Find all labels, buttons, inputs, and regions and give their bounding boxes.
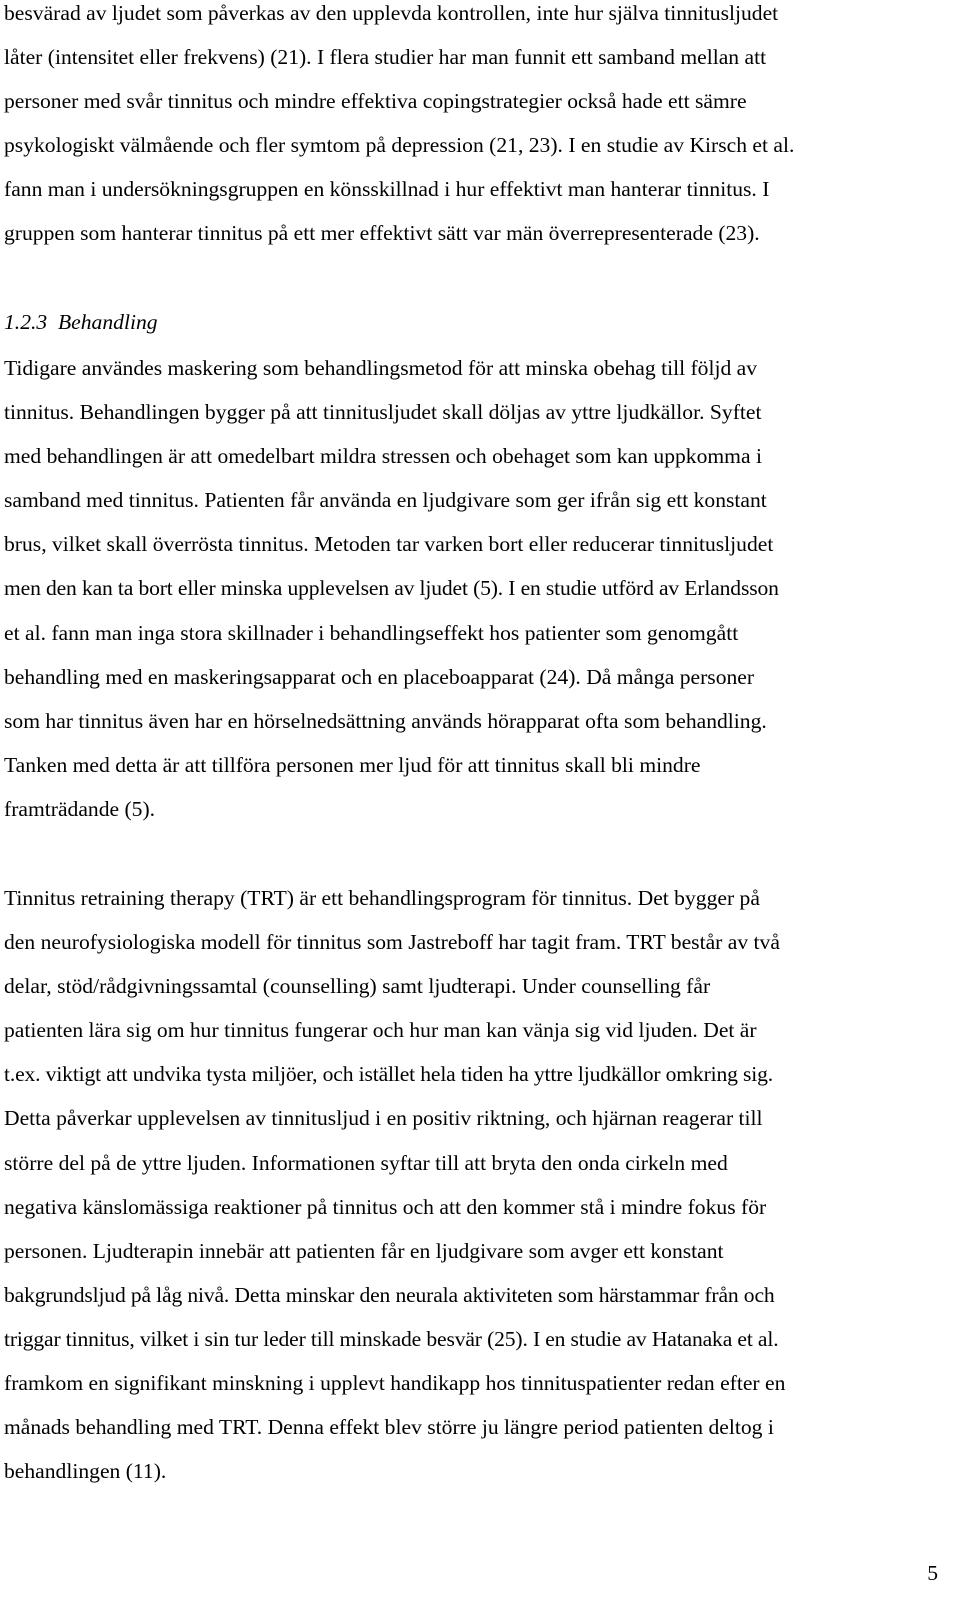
- section-heading: [4, 307, 158, 337]
- text-line: patienten lära sig om hur tinnitus fungerar och hur man kan vänja sig vid ljuden. Det är: [4, 1018, 757, 1043]
- page-number: 5: [927, 1561, 938, 1585]
- text-line: men den kan ta bort eller minska upplevelsen av ljudet (5). I en studie utförd av Erlandsson: [4, 576, 779, 601]
- text-line: personer med svår tinnitus och mindre effektiva copingstrategier också hade ett sämre: [4, 89, 747, 114]
- text-line: behandlingen (11).: [4, 1459, 167, 1484]
- text-line: bakgrundsljud på låg nivå. Detta minskar den neurala aktiviteten som härstammar från och: [4, 1282, 775, 1307]
- text-line: Detta påverkar upplevelsen av tinnitusljud i en positiv riktning, och hjärnan reagerar till: [4, 1106, 763, 1131]
- text-line: personen. Ljudterapin innebär att patienten får en ljudgivare som avger ett konstant: [4, 1238, 724, 1263]
- paragraph-trt: [4, 876, 944, 1493]
- text-line: månads behandling med TRT. Denna effekt blev större ju längre period patienten deltog i: [4, 1415, 774, 1440]
- text-line: t.ex. viktigt att undvika tysta miljöer, och istället hela tiden ha yttre ljudkällor omkring sig.: [4, 1062, 774, 1087]
- text-line: Tinnitus retraining therapy (TRT) är ett behandlingsprogram för tinnitus. Det bygger på: [4, 886, 760, 910]
- text-line: triggar tinnitus, vilket i sin tur leder till minskade besvär (25). I en studie av Hatanaka et al.: [4, 1326, 779, 1351]
- text-line: Tidigare användes maskering som behandlingsmetod för att minska obehag till följd av: [4, 356, 758, 380]
- text-line: låter (intensitet eller frekvens) (21). I flera studier har man funnit ett samband mellan att: [4, 45, 767, 70]
- text-line: framträdande (5).: [4, 796, 156, 821]
- paragraph-masking: [4, 346, 944, 831]
- text-line: behandling med en maskeringsapparat och en placeboapparat (24). Då många personer: [4, 664, 755, 689]
- text-line: som har tinnitus även har en hörselnedsättning används hörapparat ofta som behandling.: [4, 708, 767, 733]
- text-line: gruppen som hanterar tinnitus på ett mer effektivt sätt var män överrepresenterade (23).: [4, 221, 760, 246]
- text-line: et al. fann man inga stora skillnader i behandlingseffekt hos patienter som genomgått: [4, 620, 739, 645]
- section-title: Behandling: [57, 310, 158, 334]
- text-line: framkom en signifikant minskning i upplevt handikapp hos tinnituspatienter redan efter en: [4, 1371, 786, 1396]
- text-line: besvärad av ljudet som påverkas av den upplevda kontrollen, inte hur själva tinnitusljudet: [4, 1, 779, 25]
- text-line: tinnitus. Behandlingen bygger på att tinnitusljudet skall döljas av yttre ljudkällor. Syftet: [4, 400, 762, 425]
- text-line: större del på de yttre ljuden. Informationen syftar till att bryta den onda cirkeln med: [4, 1150, 728, 1175]
- section-number: 1.2.3: [4, 310, 48, 334]
- intro-paragraph: [4, 0, 944, 256]
- text-line: delar, stöd/rådgivningssamtal (counselling) samt ljudterapi. Under counselling får: [4, 974, 711, 999]
- text-line: fann man i undersökningsgruppen en könsskillnad i hur effektivt man hanterar tinnitus. I: [4, 177, 770, 202]
- text-line: brus, vilket skall överrösta tinnitus. Metoden tar varken bort eller reducerar tinnitusljudet: [4, 532, 774, 557]
- text-line: negativa känslomässiga reaktioner på tinnitus och att den kommer stå i mindre fokus för: [4, 1194, 767, 1219]
- text-line: med behandlingen är att omedelbart mildra stressen och obehaget som kan uppkomma i: [4, 444, 762, 469]
- text-line: psykologiskt välmående och fler symtom på depression (21, 23). I en studie av Kirsch et al.: [4, 133, 795, 158]
- text-line: Tanken med detta är att tillföra personen mer ljud för att tinnitus skall bli mindre: [4, 752, 701, 777]
- text-line: den neurofysiologiska modell för tinnitus som Jastreboff har tagit fram. TRT består av två: [4, 930, 780, 955]
- text-line: samband med tinnitus. Patienten får använda en ljudgivare som ger ifrån sig ett konstant: [4, 488, 767, 513]
